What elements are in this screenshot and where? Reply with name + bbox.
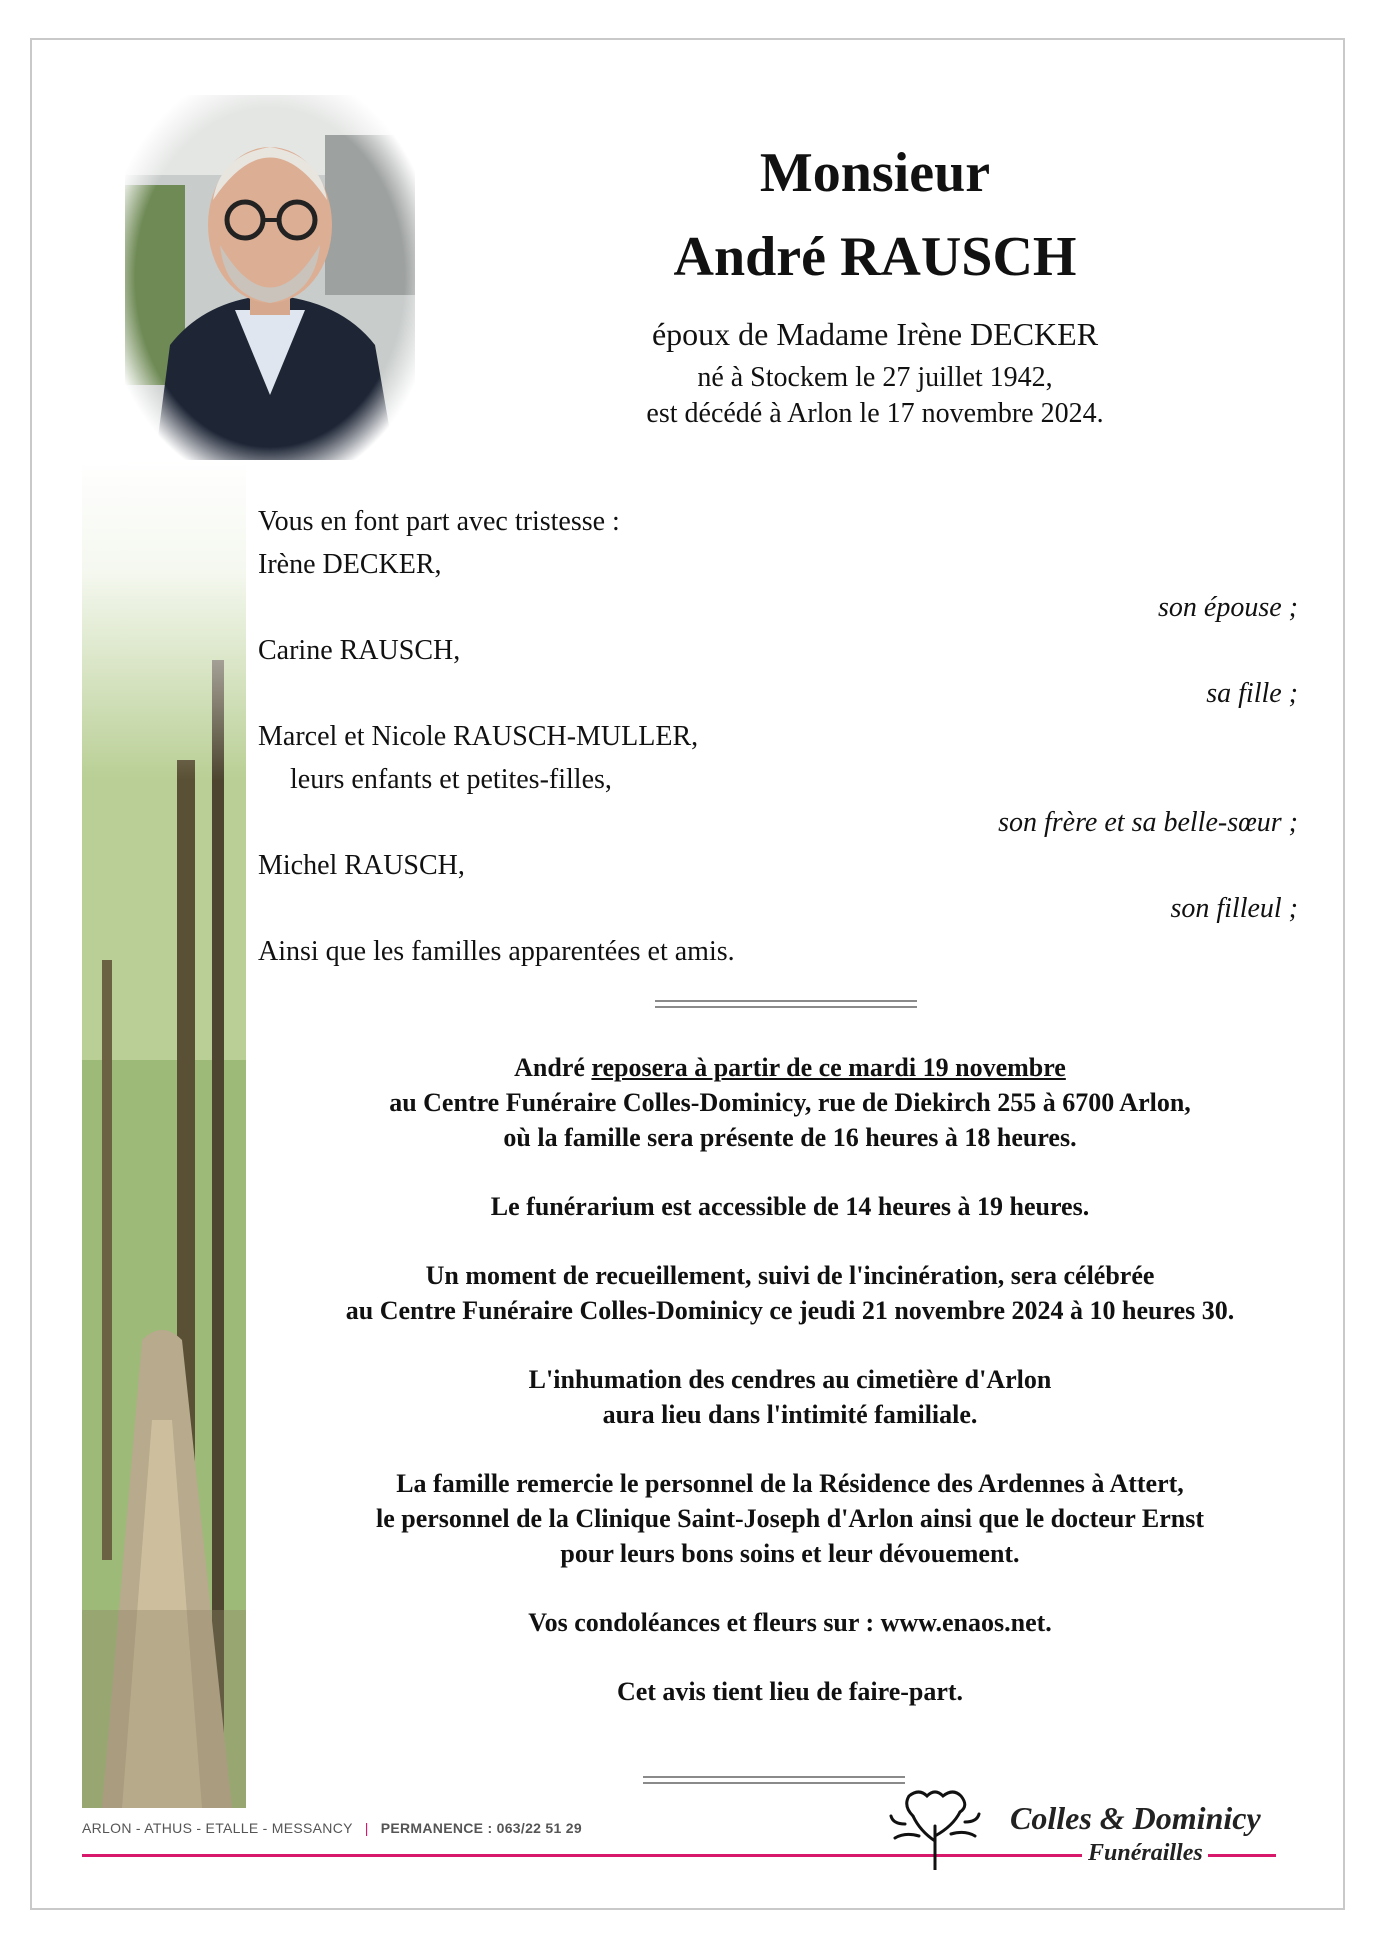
separator-rule bbox=[655, 1006, 917, 1008]
separator-rule bbox=[655, 1000, 917, 1002]
condolences-line: Vos condoléances et fleurs sur : www.enaos.net. bbox=[528, 1608, 1052, 1637]
family-member-relation: son frère et sa belle-sœur ; bbox=[998, 807, 1298, 838]
thanks-line: La famille remercie le personnel de la Résidence des Ardennes à Attert, bbox=[396, 1469, 1184, 1498]
brand-name: Colles & Dominicy bbox=[1010, 1800, 1261, 1836]
family-member-name: Michel RAUSCH, bbox=[258, 850, 465, 881]
deceased-header bbox=[560, 140, 1190, 432]
thanks-paragraph bbox=[260, 1466, 1320, 1571]
family-member-name: Marcel et Nicole RAUSCH-MULLER, bbox=[258, 721, 699, 752]
family-member-relation: son épouse ; bbox=[1158, 592, 1298, 623]
funerarium-hours: Le funérarium est accessible de 14 heures à 19 heures. bbox=[490, 1192, 1090, 1221]
inhumation-line: L'inhumation des cendres au cimetière d'Arlon bbox=[528, 1365, 1052, 1394]
separator-rule bbox=[643, 1776, 905, 1778]
separator-rule bbox=[643, 1782, 905, 1784]
footer-contact bbox=[82, 1820, 582, 1836]
family-list bbox=[258, 500, 1298, 973]
birth-line: né à Stockem le 27 juillet 1942, bbox=[697, 362, 1053, 393]
family-member-name: Irène DECKER, bbox=[258, 549, 442, 580]
footer-accent-line bbox=[1208, 1854, 1276, 1857]
family-member-sub: leurs enfants et petites-filles, bbox=[290, 764, 612, 795]
portrait-photo bbox=[125, 95, 415, 460]
funeral-announcement bbox=[260, 1050, 1320, 1743]
inhumation-line: aura lieu dans l'intimité familiale. bbox=[602, 1400, 978, 1429]
visitation-paragraph bbox=[260, 1050, 1320, 1155]
family-member-relation: son filleul ; bbox=[1170, 893, 1298, 924]
brand-subtitle: Funérailles bbox=[1088, 1840, 1203, 1866]
ceremony-paragraph bbox=[260, 1258, 1320, 1328]
visitation-prefix: André bbox=[514, 1053, 592, 1082]
spouse-line: époux de Madame Irène DECKER bbox=[651, 316, 1099, 352]
footer-locations: ARLON - ATHUS - ETALLE - MESSANCY bbox=[82, 1820, 353, 1836]
notice-line: Cet avis tient lieu de faire-part. bbox=[616, 1677, 964, 1706]
visitation-hours: où la famille sera présente de 16 heures à 18 heures. bbox=[503, 1123, 1077, 1152]
thanks-line: pour leurs bons soins et leur dévouement. bbox=[560, 1539, 1020, 1568]
family-member-relation: sa fille ; bbox=[1206, 678, 1298, 709]
forest-path-image bbox=[82, 460, 246, 1808]
visitation-location: au Centre Funéraire Colles-Dominicy, rue de Diekirch 255 à 6700 Arlon, bbox=[389, 1088, 1191, 1117]
thanks-line: le personnel de la Clinique Saint-Joseph d'Arlon ainsi que le docteur Ernst bbox=[375, 1504, 1204, 1533]
title-honorific: Monsieur bbox=[759, 142, 991, 204]
footer-permanence: PERMANENCE : 063/22 51 29 bbox=[380, 1820, 582, 1836]
tree-logo-icon bbox=[885, 1786, 985, 1870]
footer-separator: | bbox=[364, 1820, 369, 1836]
deceased-name: André RAUSCH bbox=[673, 226, 1077, 288]
ceremony-line: au Centre Funéraire Colles-Dominicy ce jeudi 21 novembre 2024 à 10 heures 30. bbox=[345, 1296, 1235, 1325]
family-intro: Vous en font part avec tristesse : bbox=[258, 506, 620, 537]
visitation-date: reposera à partir de ce mardi 19 novembre bbox=[591, 1053, 1066, 1082]
family-closing: Ainsi que les familles apparentées et amis. bbox=[258, 936, 735, 967]
inhumation-paragraph bbox=[260, 1362, 1320, 1432]
family-member-name: Carine RAUSCH, bbox=[258, 635, 461, 666]
death-line: est décédé à Arlon le 17 novembre 2024. bbox=[646, 398, 1104, 429]
ceremony-line: Un moment de recueillement, suivi de l'incinération, sera célébrée bbox=[425, 1261, 1155, 1290]
